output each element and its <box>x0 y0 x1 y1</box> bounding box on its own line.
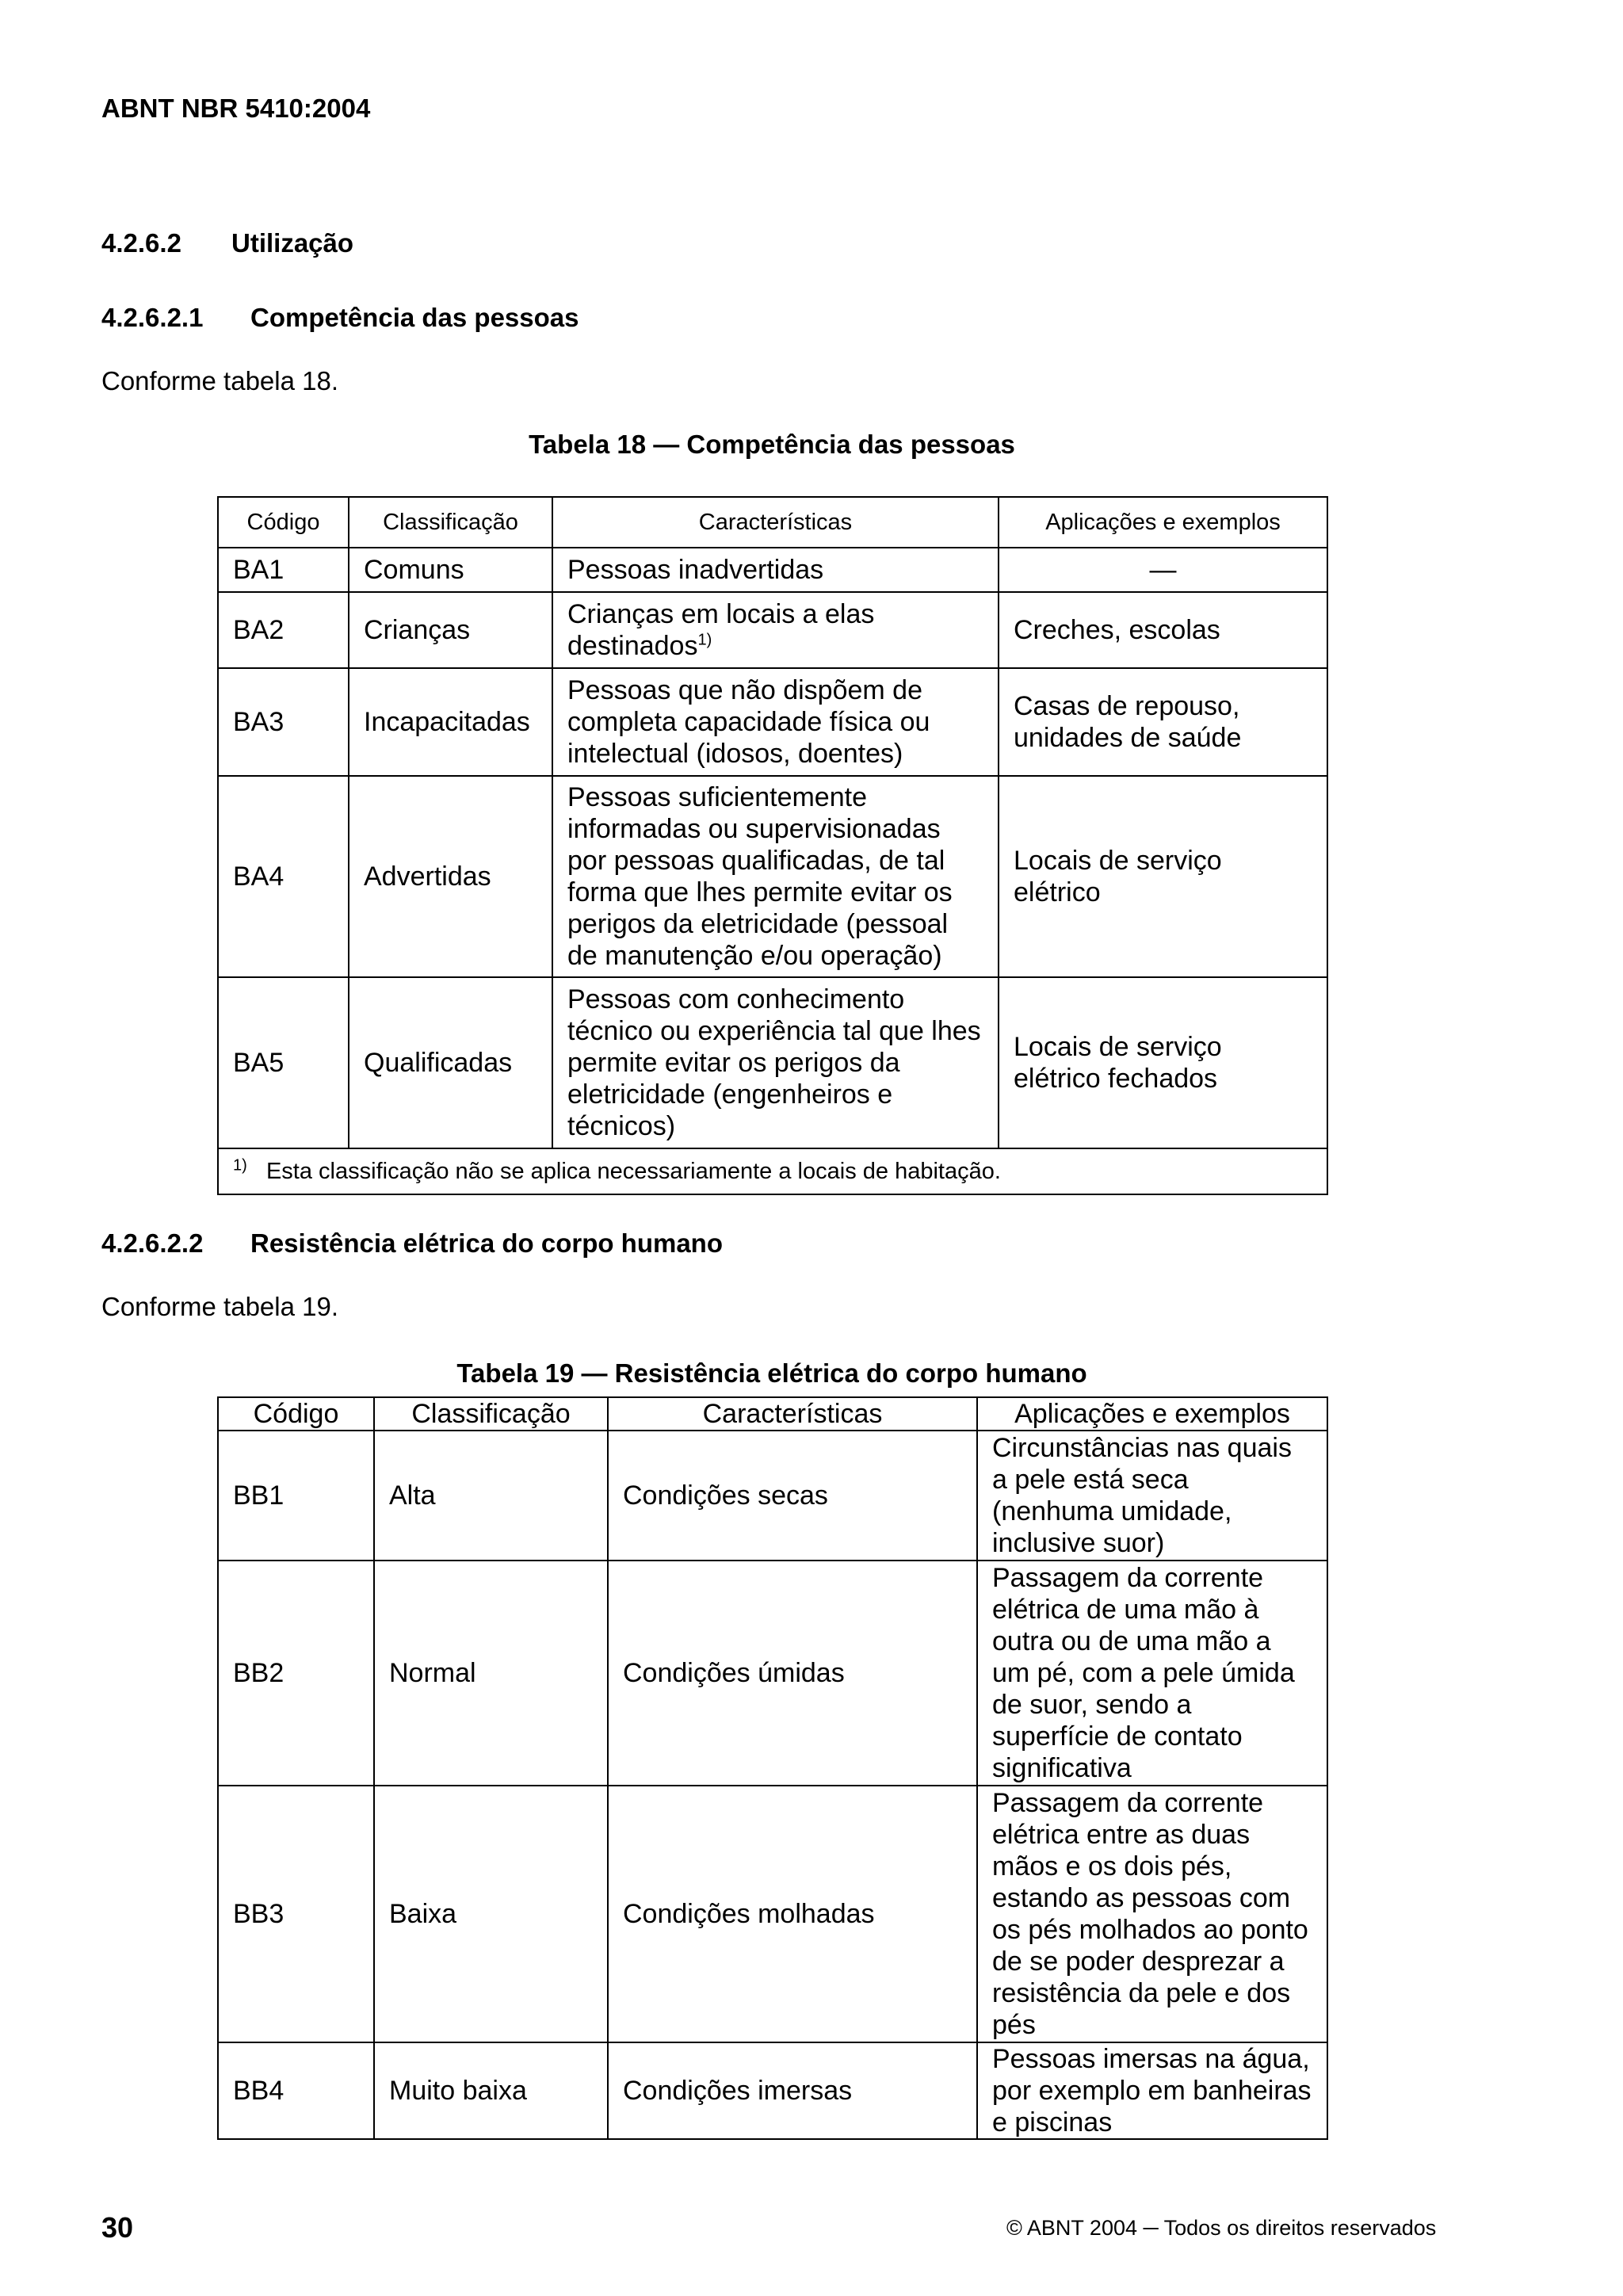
applications-cell: Locais de serviço elétrico fechados <box>999 977 1327 1148</box>
header-cell: Código <box>218 497 349 548</box>
code-cell: BA2 <box>218 592 349 668</box>
applications-cell: Casas de repouso, unidades de saúde <box>999 668 1327 776</box>
classification-cell: Muito baixa <box>374 2042 608 2139</box>
section-heading-resistencia <box>101 1228 723 1259</box>
classification-cell: Comuns <box>349 548 552 592</box>
classification-cell: Normal <box>374 1561 608 1786</box>
characteristics-cell: Condições secas <box>608 1431 977 1561</box>
applications-cell: — <box>999 548 1327 592</box>
footnote-mark: 1) <box>233 1156 247 1175</box>
table19-caption: Tabela 19 — Resistência elétrica do corpo humano <box>456 1358 1087 1388</box>
characteristics-cell <box>552 592 999 668</box>
table-row <box>218 1786 1327 2042</box>
classification-cell: Incapacitadas <box>349 668 552 776</box>
footnote-text: Esta classificação não se aplica necessariamente a locais de habitação. <box>265 1159 1001 1184</box>
header-cell: Aplicações e exemplos <box>999 497 1327 548</box>
code-cell: BB2 <box>218 1561 374 1786</box>
header-cell: Classificação <box>374 1397 608 1431</box>
table-row <box>218 2042 1327 2139</box>
classification-cell: Alta <box>374 1431 608 1561</box>
section-number: 4.2.6.2.1 <box>101 303 204 332</box>
applications-cell: Pessoas imersas na água, por exemplo em banheiras e piscinas <box>977 2042 1327 2139</box>
document-header: ABNT NBR 5410:2004 <box>101 94 371 123</box>
paragraph-table19-ref: Conforme tabela 19. <box>101 1292 339 1321</box>
characteristics-text: Crianças em locais a elas destinados <box>567 599 875 661</box>
applications-cell: Passagem da corrente elétrica entre as duas mãos e os dois pés, estando as pessoas com os pés molhados ao ponto de se poder desprezar a resistência da pele e dos pés <box>977 1786 1327 2042</box>
table-header-row <box>218 1397 1327 1431</box>
characteristics-cell: Condições molhadas <box>608 1786 977 2042</box>
table-row <box>218 977 1327 1148</box>
table-row <box>218 1561 1327 1786</box>
section-title: Resistência elétrica do corpo humano <box>250 1228 723 1258</box>
table18-caption: Tabela 18 — Competência das pessoas <box>529 430 1015 459</box>
table-row <box>218 592 1327 668</box>
characteristics-cell: Pessoas que não dispõem de completa capacidade física ou intelectual (idosos, doentes) <box>552 668 999 776</box>
header-cell: Código <box>218 1397 374 1431</box>
applications-cell: Creches, escolas <box>999 592 1327 668</box>
characteristics-cell: Pessoas suficientemente informadas ou supervisionadas por pessoas qualificadas, de tal forma que lhes permite evitar os perigos da eletricidade (pessoal de manutenção e/ou operação) <box>552 776 999 977</box>
table-footnote <box>218 1148 1327 1194</box>
code-cell: BB4 <box>218 2042 374 2139</box>
table-header-row <box>218 497 1327 548</box>
characteristics-cell: Condições imersas <box>608 2042 977 2139</box>
paragraph-table18-ref: Conforme tabela 18. <box>101 366 339 395</box>
table-footnote-row <box>218 1148 1327 1194</box>
header-cell: Classificação <box>349 497 552 548</box>
code-cell: BA5 <box>218 977 349 1148</box>
code-cell: BB1 <box>218 1431 374 1561</box>
classification-cell: Crianças <box>349 592 552 668</box>
section-heading-competencia <box>101 303 579 333</box>
section-title: Utilização <box>231 228 354 258</box>
section-number: 4.2.6.2.2 <box>101 1228 204 1258</box>
characteristics-cell: Pessoas com conhecimento técnico ou experiência tal que lhes permite evitar os perigos da eletricidade (engenheiros e técnicos) <box>552 977 999 1148</box>
table-row <box>218 548 1327 592</box>
code-cell: BB3 <box>218 1786 374 2042</box>
section-heading-utilizacao <box>101 228 353 258</box>
code-cell: BA4 <box>218 776 349 977</box>
table-19 <box>217 1396 1328 2140</box>
footnote-reference: 1) <box>697 631 712 649</box>
page-number: 30 <box>101 2211 134 2244</box>
characteristics-cell: Condições úmidas <box>608 1561 977 1786</box>
classification-cell: Baixa <box>374 1786 608 2042</box>
classification-cell: Advertidas <box>349 776 552 977</box>
copyright-notice: © ABNT 2004 ─ Todos os direitos reservados <box>1006 2216 1437 2240</box>
classification-cell: Qualificadas <box>349 977 552 1148</box>
section-number: 4.2.6.2 <box>101 228 181 258</box>
code-cell: BA1 <box>218 548 349 592</box>
table-row <box>218 1431 1327 1561</box>
applications-cell: Circunstâncias nas quais a pele está seca (nenhuma umidade, inclusive suor) <box>977 1431 1327 1561</box>
applications-cell: Locais de serviço elétrico <box>999 776 1327 977</box>
header-cell: Aplicações e exemplos <box>977 1397 1327 1431</box>
header-cell: Características <box>608 1397 977 1431</box>
header-cell: Características <box>552 497 999 548</box>
table-18 <box>217 496 1328 1195</box>
table-row <box>218 668 1327 776</box>
section-title: Competência das pessoas <box>250 303 579 332</box>
characteristics-cell: Pessoas inadvertidas <box>552 548 999 592</box>
code-cell: BA3 <box>218 668 349 776</box>
applications-cell: Passagem da corrente elétrica de uma mão à outra ou de uma mão a um pé, com a pele úmida de suor, sendo a superfície de contato significativa <box>977 1561 1327 1786</box>
table-row <box>218 776 1327 977</box>
